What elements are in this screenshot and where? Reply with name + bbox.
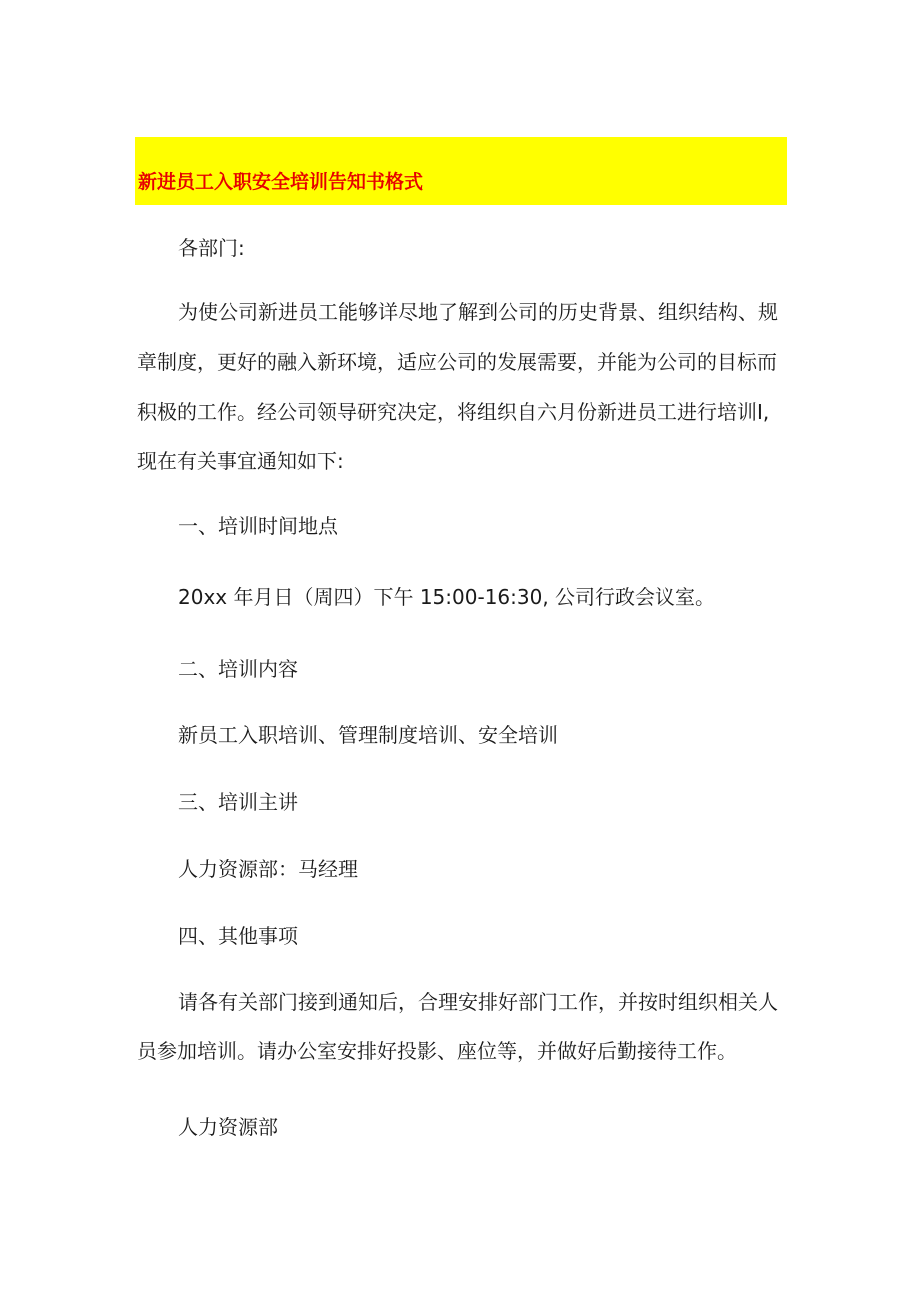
intro-line-1: 为使公司新进员工能够详尽地了解到公司的历史背景、组织结构、规 bbox=[178, 300, 778, 324]
signature-department: 人力资源部 bbox=[178, 1115, 278, 1139]
section-4-heading: 四、其他事项 bbox=[178, 924, 298, 948]
document-title: 新进员工入职安全培训告知书格式 bbox=[138, 171, 424, 193]
intro-line-4: 现在有关事宜通知如下: bbox=[137, 449, 344, 473]
intro-line-2: 章制度，更好的融入新环境，适应公司的发展需要，并能为公司的目标而 bbox=[137, 350, 777, 374]
section-2-heading: 二、培训内容 bbox=[178, 657, 298, 681]
intro-line-3: 积极的工作。经公司领导研究决定，将组织自六月份新进员工进行培训Ⅰ, bbox=[137, 400, 770, 424]
section-2-content: 新员工入职培训、管理制度培训、安全培训 bbox=[178, 723, 558, 747]
section-3-content: 人力资源部：马经理 bbox=[178, 857, 358, 881]
section-4-line-1: 请各有关部门接到通知后，合理安排好部门工作，并按时组织相关人 bbox=[178, 990, 778, 1014]
section-1-content: 20xx 年月日（周四）下午 15:00-16:30, 公司行政会议室。 bbox=[178, 585, 716, 609]
salutation: 各部门: bbox=[178, 236, 245, 260]
section-4-line-2: 员参加培训。请办公室安排好投影、座位等，并做好后勤接待工作。 bbox=[137, 1039, 737, 1063]
section-1-heading: 一、培训时间地点 bbox=[178, 514, 338, 538]
section-3-heading: 三、培训主讲 bbox=[178, 790, 298, 814]
